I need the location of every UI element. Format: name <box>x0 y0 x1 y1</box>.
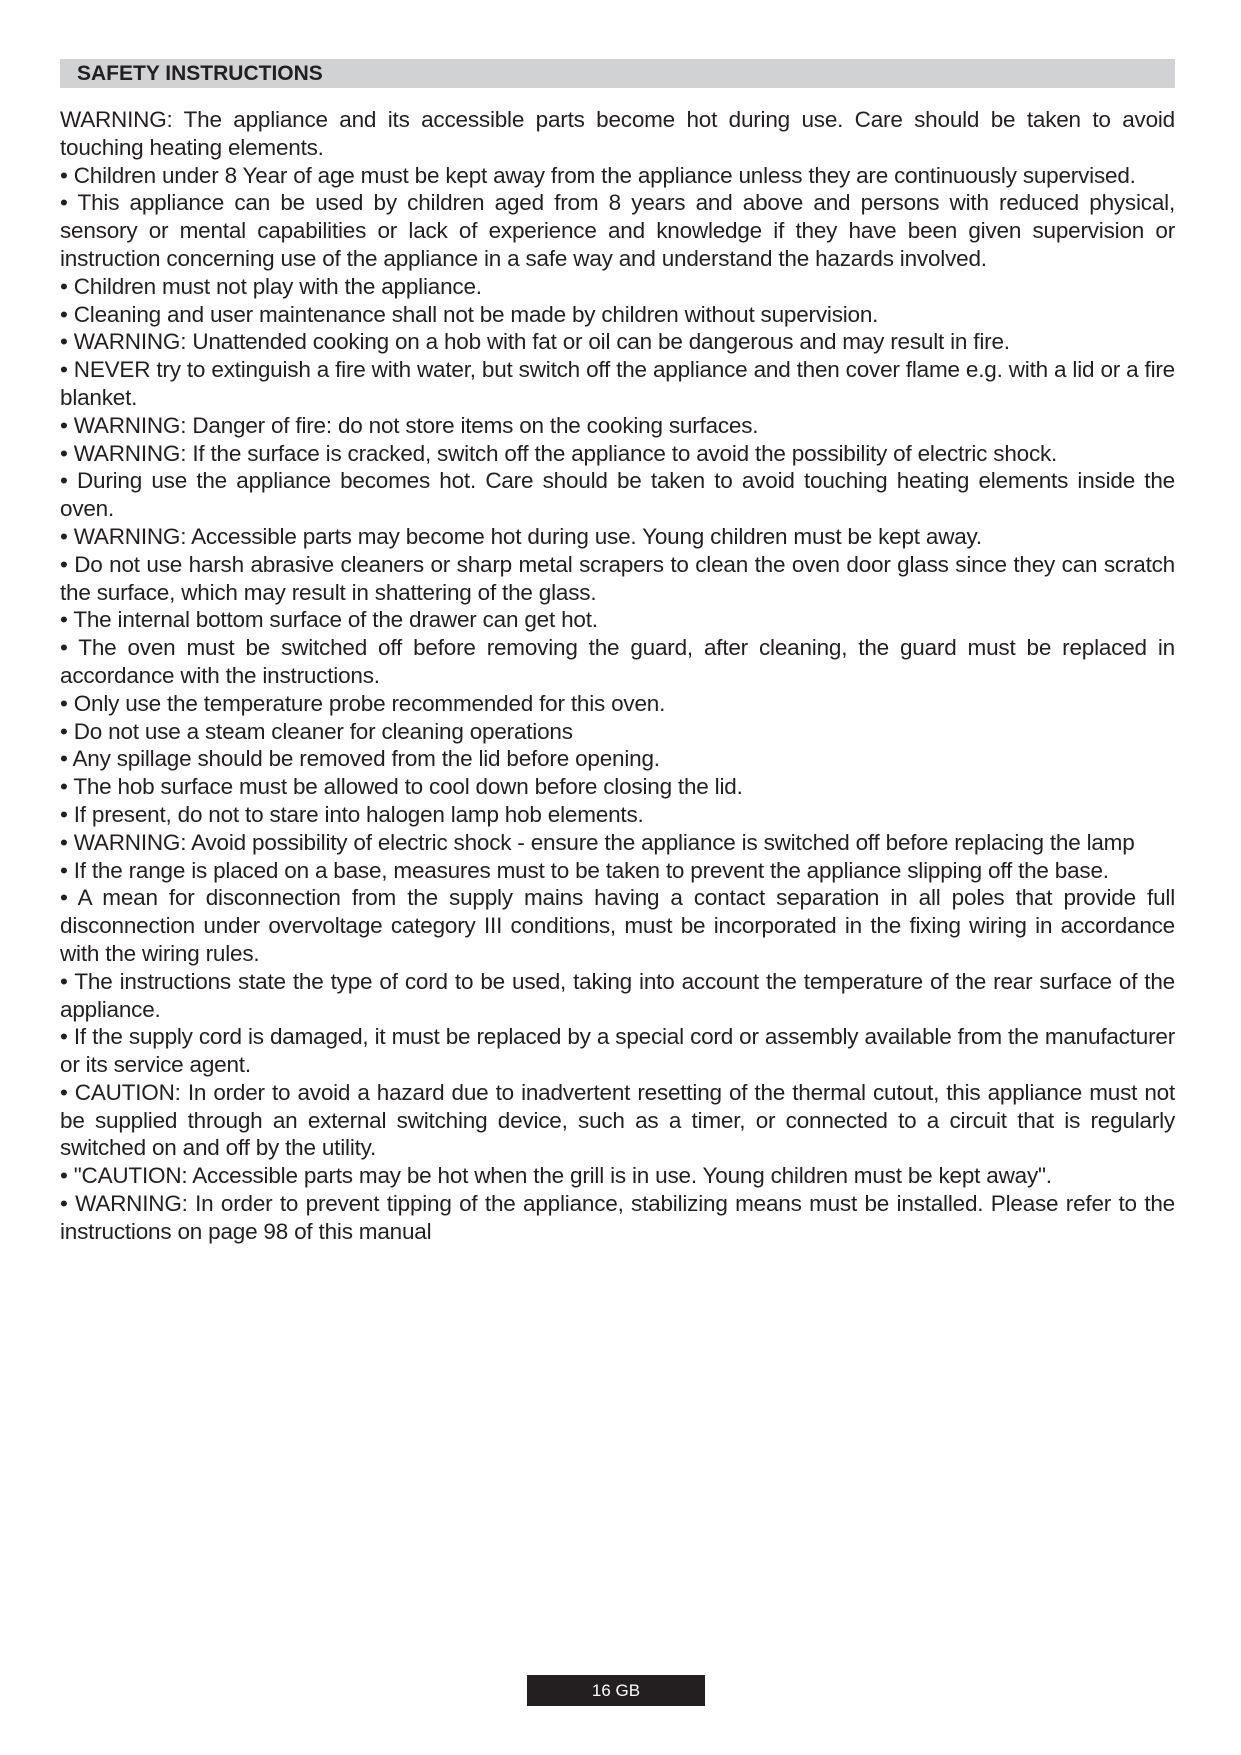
page-number-badge: 16 GB <box>527 1675 705 1706</box>
paragraph: • The oven must be switched off before removing the guard, after cleaning, the guard must be replaced in accordance with the instructions. <box>60 635 1175 688</box>
paragraph: • If present, do not to stare into halogen lamp hob elements. <box>60 801 644 827</box>
paragraph: • WARNING: Avoid possibility of electric shock - ensure the appliance is switched off before replacing the lamp <box>60 829 1135 855</box>
paragraph: • "CAUTION: Accessible parts may be hot when the grill is in use. Young children must be kept away". <box>60 1163 1052 1189</box>
paragraph: • Children under 8 Year of age must be kept away from the appliance unless they are continuously supervised. <box>60 162 1136 188</box>
paragraph: • This appliance can be used by children aged from 8 years and above and persons with reduced physical, sensory or mental capabilities or lack of experience and knowledge if they have been given supervision or instruction concerning use of the appliance in a safe way and understand the hazards involved. <box>60 190 1175 271</box>
paragraph: • WARNING: Unattended cooking on a hob with fat or oil can be dangerous and may result in fire. <box>60 329 1010 355</box>
paragraph: • The internal bottom surface of the drawer can get hot. <box>60 607 598 633</box>
paragraph: • WARNING: Danger of fire: do not store items on the cooking surfaces. <box>60 412 759 438</box>
paragraph: • A mean for disconnection from the supply mains having a contact separation in all poles that provide full disconnection under overvoltage category III conditions, must be incorporated in the fixing wiring in accordance with the wiring rules. <box>60 885 1175 966</box>
safety-instructions-body <box>60 106 1175 1246</box>
paragraph: • WARNING: In order to prevent tipping of the appliance, stabilizing means must be installed. Please refer to the instructions on page 98 of this manual <box>60 1191 1175 1244</box>
paragraph: • Children must not play with the appliance. <box>60 273 482 299</box>
paragraph: • CAUTION: In order to avoid a hazard due to inadvertent resetting of the thermal cutout, this appliance must not be supplied through an external switching device, such as a timer, or connected to a circuit that is regularly switched on and off by the utility. <box>60 1079 1175 1161</box>
paragraph: • WARNING: Accessible parts may become hot during use. Young children must be kept away. <box>60 523 982 549</box>
paragraph: • Do not use harsh abrasive cleaners or sharp metal scrapers to clean the oven door glass since they can scratch the surface, which may result in shattering of the glass. <box>60 551 1175 605</box>
paragraph: • WARNING: If the surface is cracked, switch off the appliance to avoid the possibility of electric shock. <box>60 440 1058 466</box>
section-title: SAFETY INSTRUCTIONS <box>77 62 323 85</box>
section-header-bar <box>60 59 1175 88</box>
paragraph: • Do not use a steam cleaner for cleaning operations <box>60 718 573 744</box>
paragraph: • Any spillage should be removed from the lid before opening. <box>60 746 660 772</box>
paragraph: • The hob surface must be allowed to cool down before closing the lid. <box>60 774 743 800</box>
paragraph: • Cleaning and user maintenance shall not be made by children without supervision. <box>60 301 879 327</box>
paragraph: • If the range is placed on a base, measures must to be taken to prevent the appliance slipping off the base. <box>60 857 1109 883</box>
paragraph: • If the supply cord is damaged, it must be replaced by a special cord or assembly available from the manufacturer or its service agent. <box>60 1024 1175 1078</box>
paragraph: • During use the appliance becomes hot. Care should be taken to avoid touching heating elements inside the oven. <box>60 468 1175 522</box>
paragraph: • NEVER try to extinguish a fire with water, but switch off the appliance and then cover flame e.g. with a lid or a fire blanket. <box>60 357 1175 410</box>
paragraph: WARNING: The appliance and its accessible parts become hot during use. Care should be taken to avoid touching heating elements. <box>60 107 1175 160</box>
paragraph: • The instructions state the type of cord to be used, taking into account the temperature of the rear surface of the appliance. <box>60 968 1175 1022</box>
paragraph: • Only use the temperature probe recommended for this oven. <box>60 690 666 716</box>
